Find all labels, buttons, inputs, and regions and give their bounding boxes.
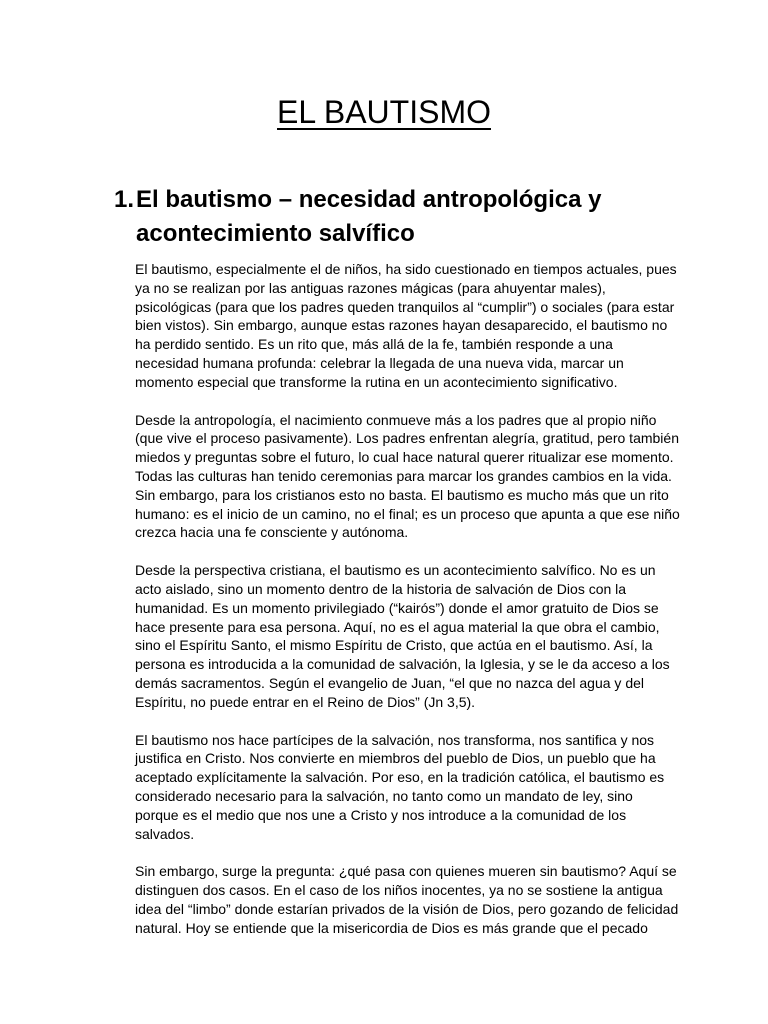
paragraph: El bautismo, especialmente el de niños, ha sido cuestionado en tiempos actuales, pues ya no se realizan por las antiguas razones mágicas (para ahuyentar males), psicológicas (para que los padres queden tranquilos al “cumplir”) o sociales (para estar bien vistos). Sin embargo, aunque estas razones hayan desaparecido, el bautismo no ha perdido sentido. Es un rito que, más allá de la fe, también responde a una necesidad humana profunda: celebrar la llegada de una nueva vida, marcar un momento especial que transforme la rutina en un acontecimiento significativo. — [135, 261, 677, 390]
section-heading — [114, 183, 694, 251]
paragraph: El bautismo nos hace partícipes de la salvación, nos transforma, nos santifica y nos justifica en Cristo. Nos convierte en miembros del pueblo de Dios, un pueblo que ha aceptado explícitamente la salvación. Por eso, en la tradición católica, el bautismo es considerado necesario para la salvación, no tanto como un mandato de ley, sino porque es el medio que nos une a Cristo y nos introduce a la comunidad de los salvados. — [135, 731, 665, 842]
paragraph: Desde la perspectiva cristiana, el bautismo es un acontecimiento salvífico. No es un acto aislado, sino un momento dentro de la historia de salvación de Dios con la humanidad. Es un momento privilegiado (“kairós”) donde el amor gratuito de Dios se hace presente para esa persona. Aquí, no es el agua material la que obra el cambio, sino el Espíritu Santo, el mismo Espíritu de Cristo, que actúa en el bautismo. Así, la persona es introducida a la comunidad de salvación, la Iglesia, y se le da acceso a los demás sacramentos. Según el evangelio de Juan, “el que no nazca del agua y del Espíritu, no puede entrar en el Reino de Dios” (Jn 3,5). — [135, 562, 670, 710]
section-number: 1. — [114, 186, 135, 213]
document-title: EL BAUTISMO — [277, 94, 491, 130]
paragraph: Sin embargo, surge la pregunta: ¿qué pasa con quienes mueren sin bautismo? Aquí se distinguen dos casos. En el caso de los niños inocentes, ya no se sostiene la antigua idea del “limbo” donde estarían privados de la visión de Dios, pero gozando de felicidad natural. Hoy se entiende que la misericordia de Dios es más grande que el pecado — [135, 863, 679, 936]
paragraph: Desde la antropología, el nacimiento conmueve más a los padres que al propio niño (que vive el proceso pasivamente). Los padres enfrentan alegría, gratitud, pero también miedos y preguntas sobre el futuro, lo cual hace natural querer ritualizar ese momento. Todas las culturas han tenido ceremonias para marcar los grandes cambios en la vida. Sin embargo, para los cristianos esto no basta. El bautismo es mucho más que un rito humano: es el inicio de un camino, no el final; es un proceso que apunta a que ese niño crezca hacia una fe consciente y autónoma. — [135, 411, 680, 541]
body-text — [135, 260, 680, 957]
section-heading-text: El bautismo – necesidad antropológica y acontecimiento salvífico — [136, 186, 602, 247]
